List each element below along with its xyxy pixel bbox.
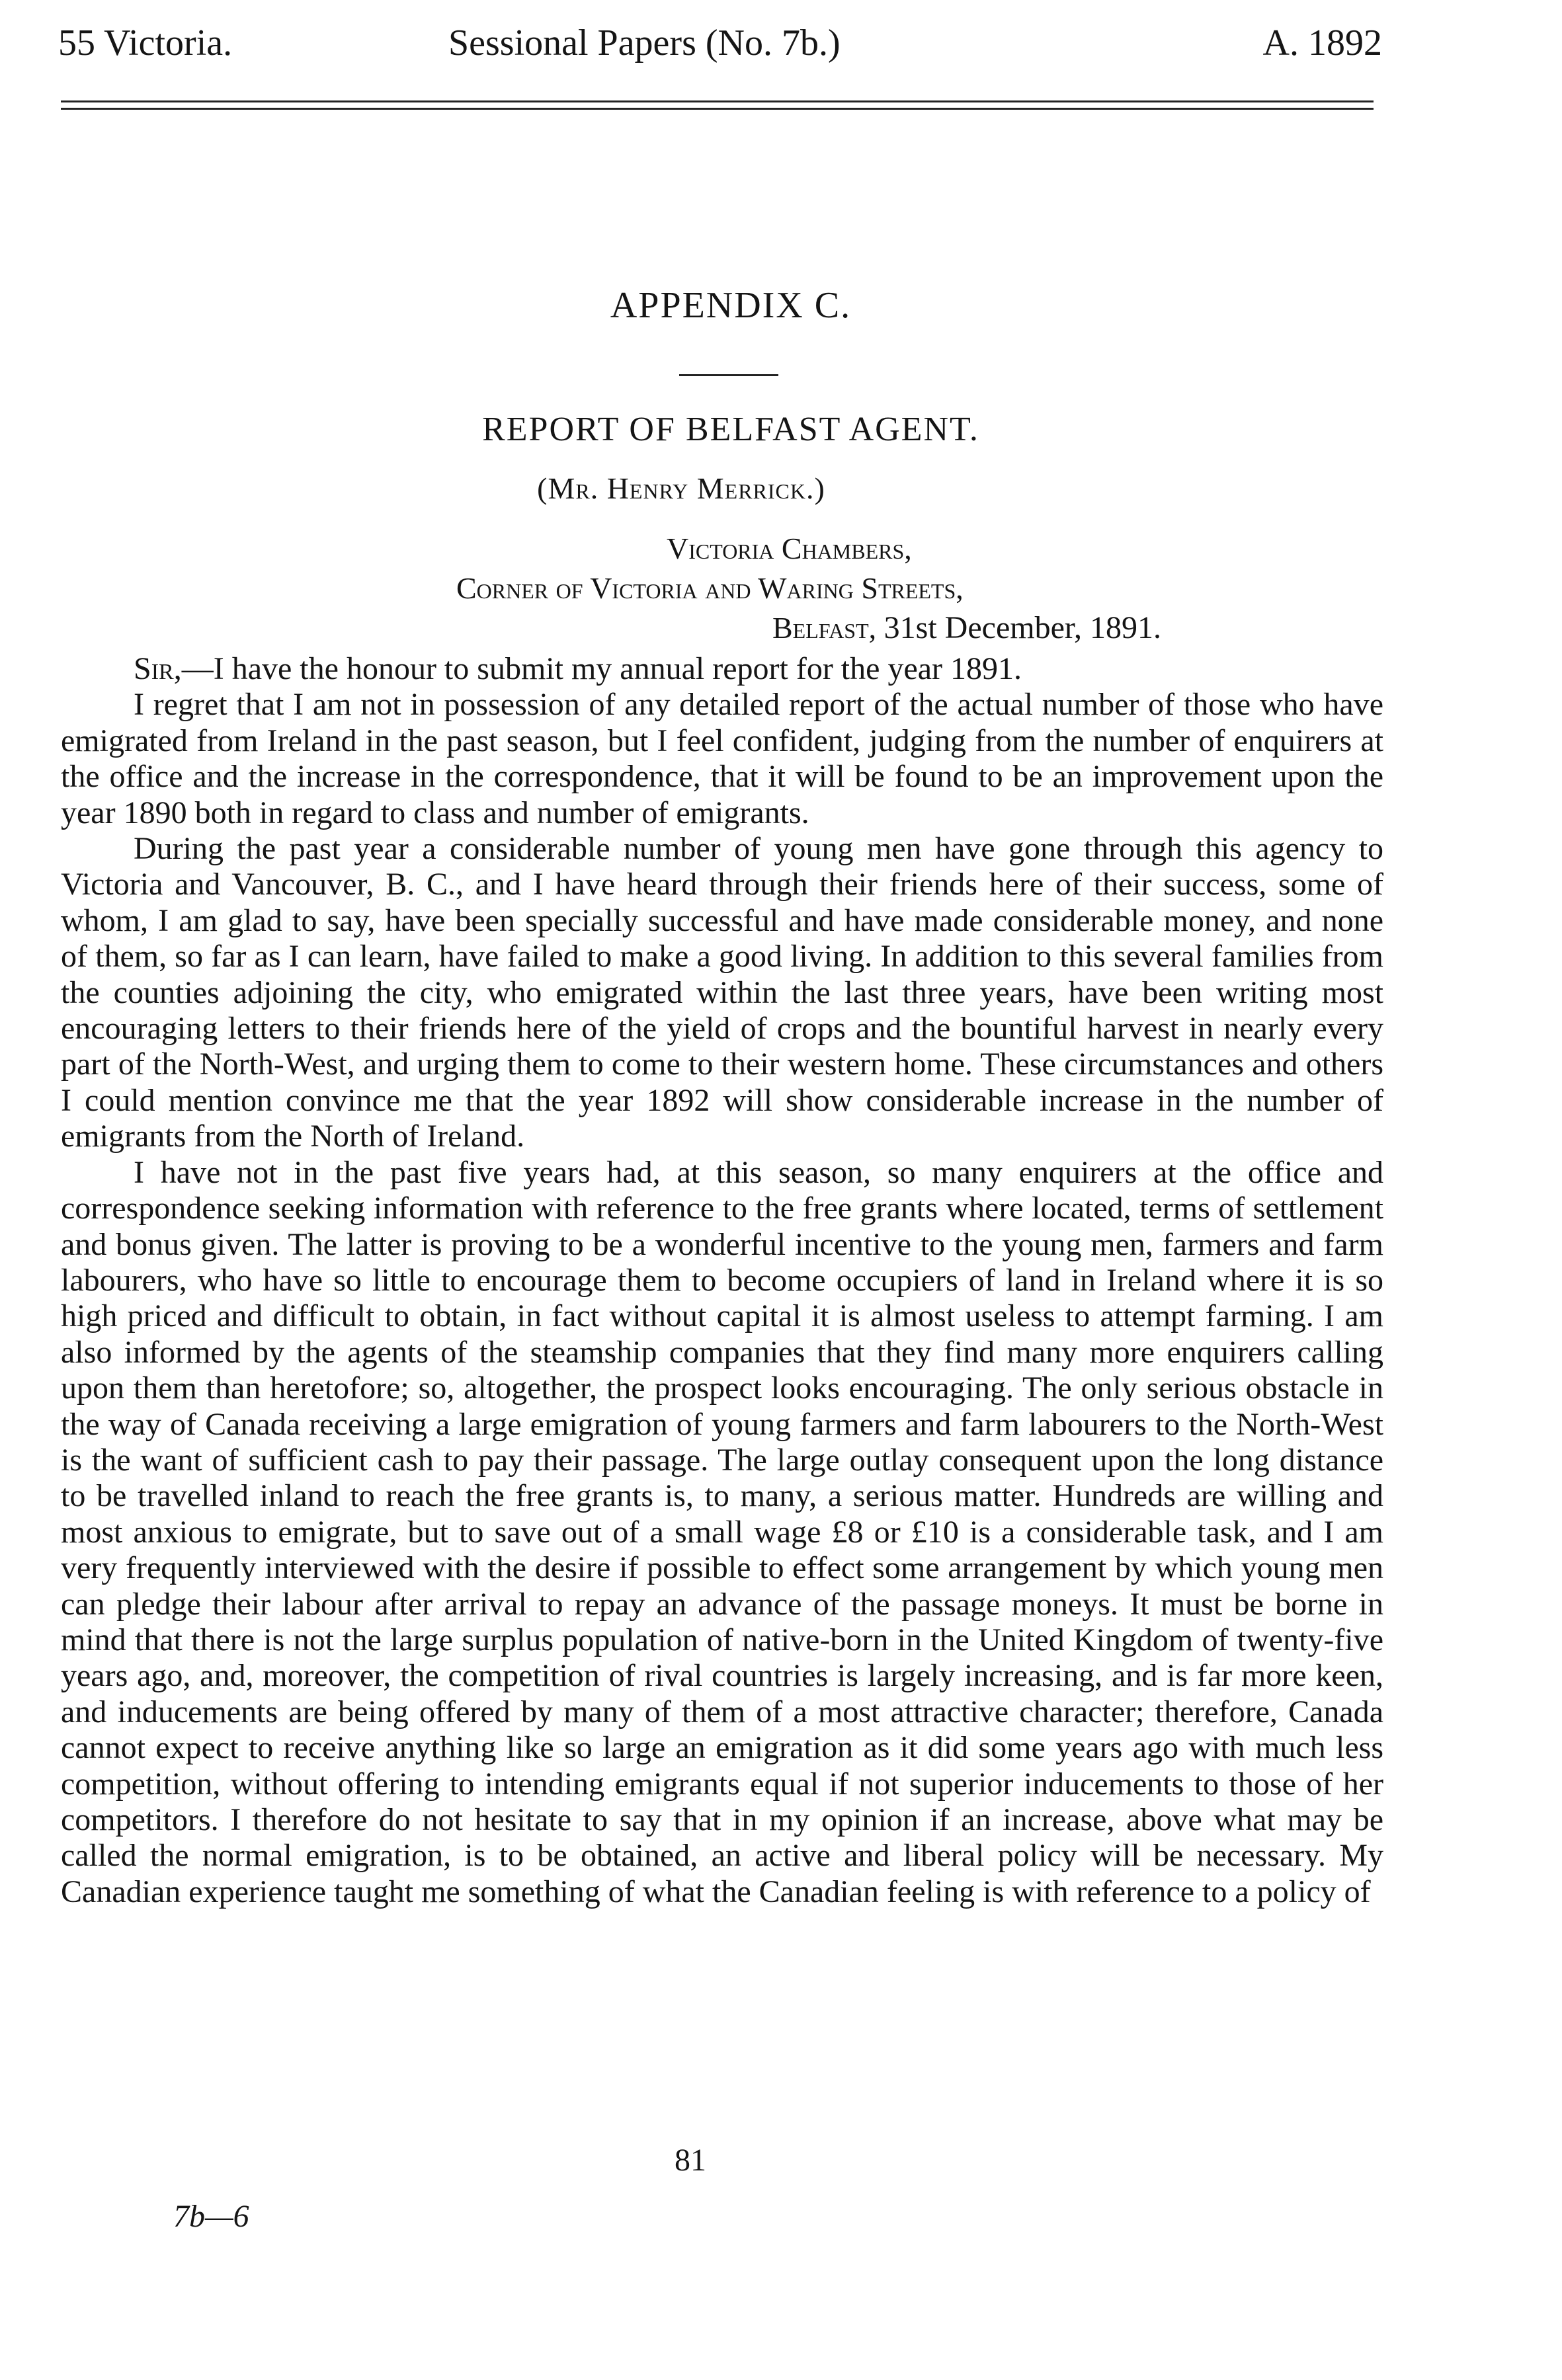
address-place: Belfast, [772,611,877,645]
address-line-3 [772,608,1161,648]
header-year: A. 1892 [1262,22,1382,63]
paragraph-3: During the past year a considerable number of young men have gone through this agency to Victoria and Vancouver, B. C., and I have heard through their friends here of their success, some of whom, I am glad to say, have been specially successful and have made considerable money, and none of them, so far as I can learn, have failed to make a good living. In addition to this several families from the counties adjoining the city, who emigrated within the last three years, have been writing most encouraging letters to their friends here of the yield of crops and the bountiful harvest in nearly every part of the North-West, and urging them to come to their western home. These circumstances and others I could mention convince me that the year 1892 will show considerable increase in the number of emigrants from the North of Ireland. [61,831,1383,1154]
paragraph-2: I regret that I am not in possession of any detailed report of the actual number of those who have emigrated from Ireland in the past season, but I feel confident, judging from the number of enquirers at the office and the increase in the correspondence, that it will be found to be an improvement upon the year 1890 both in regard to class and number of emigrants. [61,687,1383,830]
signature-mark: 7b—6 [173,2199,249,2234]
title-divider [679,374,778,376]
running-header [58,20,1382,66]
header-session: 55 Victoria. [58,22,233,63]
author-line: (Mr. Henry Merrick.) [537,471,825,505]
report-title: REPORT OF BELFAST AGENT. [482,411,979,448]
paragraph-1-text: —I have the honour to submit my annual report for the year 1891. [181,651,1022,686]
appendix-title: APPENDIX C. [610,285,852,326]
header-sessional-papers: Sessional Papers (No. 7b.) [448,22,841,63]
letter-date: 31st December, 1891. [884,610,1161,645]
address-line-2: Corner of Victoria and Waring Streets, [456,571,964,605]
address-line-1: Victoria Chambers, [667,532,912,565]
page-number: 81 [675,2143,706,2178]
paragraph-4: I have not in the past five years had, at this season, so many enquirers at the office and correspondence seeking information with reference to the free grants where located, terms of settlement and bonus given. The latter is proving to be a wonderful incentive to the young men, farmers and farm labourers, who have so little to encourage them to become occupiers of land in Ireland where it is so high priced and difficult to obtain, in fact without capital it is almost useless to attempt farming. I am also informed by the agents of the steamship companies that they find many more enquirers calling upon them than heretofore; so, altogether, the prospect looks encouraging. The only serious obstacle in the way of Canada receiving a large emigration of young farmers and farm labourers to the North-West is the want of sufficient cash to pay their passage. The large outlay consequent upon the long distance to be travelled inland to reach the free grants is, to many, a serious matter. Hundreds are willing and most anxious to emigrate, but to save out of a small wage £8 or £10 is a considerable task, and I am very frequently interviewed with the desire if possible to effect some arrangement by which young men can pledge their labour after arrival to repay an advance of the passage moneys. It must be borne in mind that there is not the large surplus population of native-born in the United Kingdom of twenty-five years ago, and, moreover, the competition of rival countries is largely increasing, and is far more keen, and inducements are being offered by many of them of a most attractive character; therefore, Canada cannot expect to receive anything like so large an emigration as it did some years ago with much less competition, without offering to intending emigrants equal if not superior inducements to those of her competitors. I therefore do not hesitate to say that in my opinion if an increase, above what may be called the normal emigration, is to be obtained, an active and liberal policy will be necessary. My Canadian experience taught me something of what the Canadian feeling is with reference to a policy of [61,1154,1383,1909]
salutation: Sir, [134,651,182,686]
paragraph-1 [61,651,1383,687]
header-rule-bottom [61,108,1374,110]
header-rule-top [61,100,1374,102]
letter-body [61,651,1383,1910]
